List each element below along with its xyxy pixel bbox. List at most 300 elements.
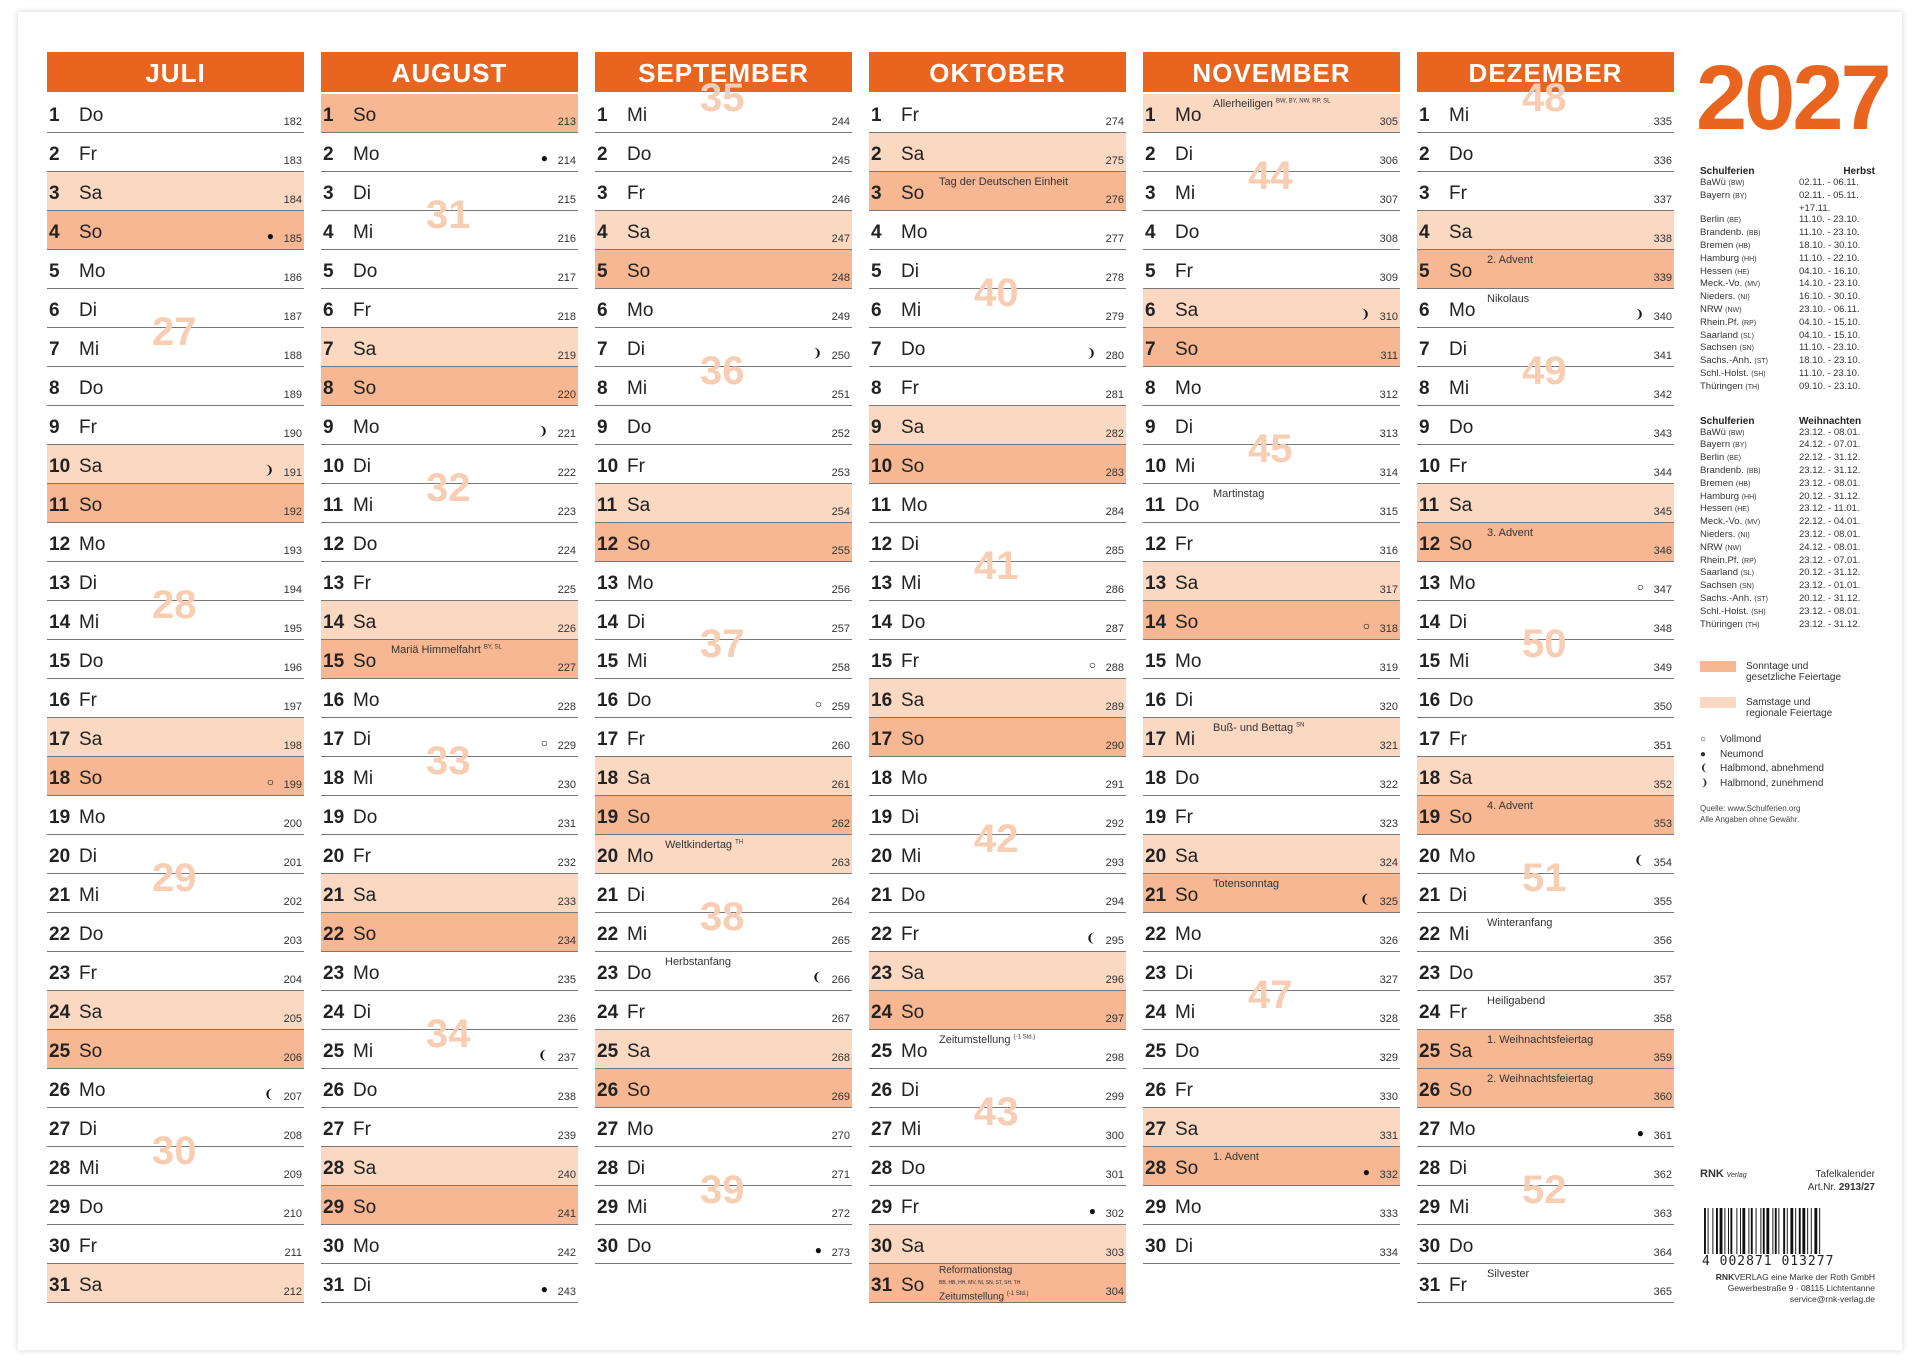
holiday-state — [1700, 555, 1799, 568]
herbst-col2: Herbst — [1843, 166, 1875, 177]
weekday: Do — [627, 144, 652, 165]
weekday: So — [1449, 261, 1473, 282]
day-of-year: 338 — [1653, 233, 1672, 245]
event-label: Winteranfang — [1487, 917, 1553, 929]
day-number: 19 — [323, 807, 345, 828]
day-number: 29 — [1419, 1197, 1441, 1218]
weekday: Do — [353, 261, 378, 282]
day-row — [1143, 835, 1400, 874]
state-name: Sachs.-Anh. — [1700, 355, 1752, 367]
day-of-year: 308 — [1379, 233, 1398, 245]
day-number: 27 — [597, 1119, 619, 1140]
day-number: 14 — [1145, 612, 1167, 633]
day-of-year: 349 — [1653, 662, 1672, 674]
weekday: Mo — [353, 417, 380, 438]
legend-saturday — [1700, 697, 1875, 719]
holiday-state — [1700, 619, 1799, 632]
state-name: BaWü — [1700, 426, 1726, 438]
day-number: 6 — [871, 300, 882, 321]
weekday: Do — [627, 417, 652, 438]
moon-phase-icon: ● — [1362, 1165, 1370, 1179]
day-row — [1143, 562, 1400, 601]
day-number: 30 — [1145, 1236, 1167, 1257]
day-row — [1417, 289, 1674, 328]
weekday: Fr — [1449, 729, 1467, 750]
day-row — [1417, 1264, 1674, 1303]
holiday-dates: 18.10. - 30.10. — [1799, 239, 1861, 251]
day-of-year: 318 — [1379, 623, 1398, 635]
day-number: 14 — [49, 612, 71, 633]
source-line2: Alle Angaben ohne Gewähr. — [1700, 815, 1800, 825]
week-number: 29 — [152, 856, 197, 900]
day-of-year: 334 — [1379, 1247, 1398, 1259]
day-row — [1417, 1030, 1674, 1069]
weekday: Do — [1449, 144, 1474, 165]
day-row — [595, 523, 852, 562]
holiday-state — [1700, 214, 1799, 227]
state-abbr: (SH) — [1751, 608, 1766, 616]
day-row — [47, 640, 304, 679]
weekday: So — [627, 807, 651, 828]
day-number: 2 — [871, 144, 882, 165]
day-of-year: 234 — [557, 935, 576, 947]
day-number: 2 — [1419, 144, 1430, 165]
day-of-year: 273 — [831, 1247, 850, 1259]
day-row — [595, 1225, 852, 1264]
holiday-dates: 22.12. - 31.12. — [1799, 452, 1861, 464]
weekday: Sa — [901, 690, 925, 711]
day-of-year: 231 — [557, 818, 576, 830]
day-number: 6 — [323, 300, 334, 321]
day-number: 31 — [323, 1275, 345, 1296]
weekday: So — [353, 1197, 377, 1218]
day-number: 12 — [49, 534, 71, 555]
day-number: 29 — [1145, 1197, 1167, 1218]
day-number: 1 — [871, 105, 882, 126]
holiday-row — [1700, 491, 1875, 504]
holiday-dates: 23.10. - 06.11. — [1799, 303, 1860, 315]
weekday: Mo — [901, 222, 928, 243]
day-row — [47, 1225, 304, 1264]
day-of-year: 237 — [557, 1052, 576, 1064]
day-row — [47, 523, 304, 562]
day-of-year: 185 — [283, 233, 302, 245]
weekday: Sa — [79, 183, 103, 204]
day-row — [1143, 874, 1400, 913]
weekday: Mi — [1175, 456, 1196, 477]
weekday: Sa — [1175, 300, 1199, 321]
month-november — [1143, 52, 1400, 1264]
weekday: Mo — [79, 807, 106, 828]
weekday: Do — [627, 963, 652, 984]
day-row — [595, 445, 852, 484]
day-number: 3 — [323, 183, 334, 204]
weekday: Di — [901, 1080, 919, 1101]
day-row — [595, 211, 852, 250]
moon-legend — [1700, 733, 1875, 791]
event-label: Weltkindertag — [665, 839, 733, 851]
holiday-row — [1700, 266, 1875, 279]
day-number: 5 — [871, 261, 882, 282]
day-of-year: 329 — [1379, 1052, 1398, 1064]
legend-sunday-line1: Sonntage und — [1746, 661, 1809, 673]
day-number: 9 — [323, 417, 334, 438]
day-of-year: 289 — [1105, 701, 1124, 713]
day-number: 13 — [871, 573, 893, 594]
day-number: 22 — [1145, 924, 1167, 945]
holiday-dates: 02.11. - 05.11. — [1799, 189, 1859, 201]
moon-phase-icon: ● — [540, 1282, 548, 1296]
day-number: 28 — [597, 1158, 619, 1179]
weekday: Di — [353, 1275, 371, 1296]
weekday: Sa — [1449, 1041, 1473, 1062]
day-number: 22 — [597, 924, 619, 945]
weekday: Sa — [901, 417, 925, 438]
moon-phase-icon: ❩ — [1700, 777, 1709, 789]
day-number: 9 — [1419, 417, 1430, 438]
day-number: 29 — [49, 1197, 71, 1218]
day-number: 5 — [1145, 261, 1156, 282]
day-number: 26 — [1145, 1080, 1167, 1101]
day-of-year: 277 — [1105, 233, 1124, 245]
day-row — [321, 1147, 578, 1186]
day-row — [1143, 757, 1400, 796]
month-header: JULI — [47, 52, 304, 92]
day-number: 1 — [1145, 105, 1156, 126]
day-of-year: 254 — [831, 506, 850, 518]
day-number: 13 — [1145, 573, 1167, 594]
day-event — [939, 1034, 1035, 1046]
day-of-year: 284 — [1105, 506, 1124, 518]
day-number: 9 — [597, 417, 608, 438]
weekday: Fr — [353, 846, 371, 867]
event-label: Herbstanfang — [665, 956, 732, 968]
day-of-year: 233 — [557, 896, 576, 908]
state-abbr: (SH) — [1751, 370, 1766, 378]
state-abbr: (BY) — [1732, 192, 1747, 200]
day-row — [1143, 523, 1400, 562]
holiday-dates: 11.10. - 23.10. — [1799, 367, 1860, 379]
day-of-year: 226 — [557, 623, 576, 635]
weekday: So — [1175, 885, 1199, 906]
day-row — [47, 211, 304, 250]
day-of-year: 333 — [1379, 1208, 1398, 1220]
weekday: Fr — [901, 924, 919, 945]
weekday: Do — [627, 690, 652, 711]
state-abbr: (SN) — [1739, 345, 1755, 353]
day-number: 28 — [871, 1158, 893, 1179]
day-of-year: 287 — [1105, 623, 1124, 635]
day-of-year: 297 — [1105, 1013, 1124, 1025]
state-name: Hamburg — [1700, 252, 1740, 264]
weekday: Fr — [353, 573, 371, 594]
day-of-year: 282 — [1105, 428, 1124, 440]
legend — [1700, 661, 1875, 825]
day-number: 23 — [323, 963, 345, 984]
day-of-year: 230 — [557, 779, 576, 791]
weekday: Mo — [353, 1236, 380, 1257]
event-label: Nikolaus — [1487, 293, 1530, 305]
day-of-year: 197 — [283, 701, 302, 713]
day-number: 13 — [1419, 573, 1441, 594]
day-of-year: 271 — [831, 1169, 850, 1181]
day-number: 12 — [323, 534, 345, 555]
day-number: 17 — [323, 729, 345, 750]
day-row — [321, 679, 578, 718]
day-of-year: 263 — [831, 857, 850, 869]
day-of-year: 209 — [283, 1169, 302, 1181]
day-number: 10 — [1419, 456, 1441, 477]
weekday: Do — [901, 885, 926, 906]
weekday: Sa — [79, 729, 103, 750]
moon-phase-icon: ❨ — [1359, 892, 1370, 906]
day-event — [1487, 800, 1533, 812]
event-regions: BY, SL — [483, 644, 502, 651]
day-number: 11 — [323, 495, 344, 516]
day-event — [1487, 293, 1529, 305]
weekday: Mo — [79, 261, 106, 282]
state-abbr: (RP) — [1741, 319, 1757, 327]
holiday-state — [1700, 478, 1799, 491]
holiday-dates: 23.12. - 07.01. — [1799, 554, 1861, 566]
day-number: 26 — [49, 1080, 71, 1101]
event-label: Silvester — [1487, 1268, 1530, 1280]
day-row — [321, 601, 578, 640]
weekday: Fr — [901, 105, 919, 126]
day-of-year: 195 — [283, 623, 302, 635]
day-row — [47, 1264, 304, 1303]
day-number: 10 — [49, 456, 71, 477]
event-label: Tag der Deutschen Einheit — [939, 176, 1069, 188]
weekday: So — [1175, 339, 1199, 360]
weekday: Di — [353, 729, 371, 750]
day-of-year: 186 — [283, 272, 302, 284]
moon-phase-icon: ❨ — [263, 1087, 274, 1101]
day-of-year: 278 — [1105, 272, 1124, 284]
weekday: Do — [1175, 768, 1200, 789]
weekday: Di — [1449, 885, 1467, 906]
week-number: 51 — [1522, 856, 1567, 900]
holiday-row — [1700, 342, 1875, 355]
day-row — [47, 94, 304, 133]
day-row — [47, 1030, 304, 1069]
day-of-year: 332 — [1379, 1169, 1398, 1181]
weekday: Mo — [353, 963, 380, 984]
weekday: Sa — [79, 1275, 103, 1296]
state-name: Sachsen — [1700, 580, 1737, 592]
day-row — [595, 1069, 852, 1108]
day-row — [1417, 523, 1674, 562]
day-of-year: 355 — [1653, 896, 1672, 908]
week-number: 37 — [700, 622, 745, 666]
day-number: 17 — [597, 729, 619, 750]
day-row — [1417, 133, 1674, 172]
weekday: Di — [79, 1119, 97, 1140]
day-row — [47, 445, 304, 484]
week-number: 45 — [1248, 427, 1293, 471]
weekday: Sa — [1175, 573, 1199, 594]
weekday: Mo — [1449, 573, 1476, 594]
day-of-year: 199 — [283, 779, 302, 791]
day-number: 23 — [871, 963, 893, 984]
day-of-year: 290 — [1105, 740, 1124, 752]
day-row — [47, 1069, 304, 1108]
day-number: 16 — [871, 690, 893, 711]
week-number: 39 — [700, 1168, 745, 1212]
holiday-row — [1700, 555, 1875, 568]
moon-phase-icon: ● — [540, 151, 548, 165]
month-august — [321, 52, 578, 1303]
day-of-year: 294 — [1105, 896, 1124, 908]
moon-legend-item — [1700, 777, 1875, 792]
day-number: 23 — [1419, 963, 1441, 984]
day-of-year: 351 — [1653, 740, 1672, 752]
week-number: 36 — [700, 349, 745, 393]
day-number: 27 — [871, 1119, 893, 1140]
state-abbr: (TH) — [1745, 383, 1760, 391]
holiday-state — [1700, 317, 1799, 330]
state-abbr: (HH) — [1741, 493, 1757, 501]
weekday: Do — [627, 1236, 652, 1257]
holiday-dates: 18.10. - 23.10. — [1799, 355, 1861, 367]
day-number: 21 — [871, 885, 893, 906]
week-number: 50 — [1522, 622, 1567, 666]
day-number: 3 — [871, 183, 882, 204]
week-number: 52 — [1522, 1168, 1567, 1212]
day-number: 7 — [323, 339, 334, 360]
weekday: Sa — [627, 222, 651, 243]
day-of-year: 321 — [1379, 740, 1398, 752]
weekday: Fr — [627, 1002, 645, 1023]
month-days — [47, 94, 304, 1303]
moon-legend-label: Halbmond, abnehmend — [1720, 763, 1824, 775]
state-abbr: (ST) — [1754, 595, 1768, 603]
week-number: 49 — [1522, 349, 1567, 393]
day-number: 14 — [597, 612, 619, 633]
day-row — [595, 172, 852, 211]
day-row — [1143, 289, 1400, 328]
day-row — [1143, 679, 1400, 718]
weekday: Mo — [627, 846, 654, 867]
state-abbr: (TH) — [1745, 621, 1760, 629]
day-number: 24 — [1419, 1002, 1441, 1023]
day-row — [47, 1186, 304, 1225]
weekday: Do — [1449, 963, 1474, 984]
weekday: Di — [1175, 417, 1193, 438]
holiday-state — [1700, 227, 1799, 240]
holiday-state — [1700, 465, 1799, 478]
weekday: Mi — [79, 612, 100, 633]
day-event — [665, 839, 743, 851]
moon-phase-icon: ❨ — [1700, 763, 1709, 775]
day-of-year: 357 — [1653, 974, 1672, 986]
week-number: 43 — [974, 1090, 1019, 1134]
weekday: So — [627, 1080, 651, 1101]
day-row — [869, 172, 1126, 211]
weekday: Mi — [1449, 651, 1470, 672]
weekday: Di — [901, 534, 919, 555]
day-number: 13 — [49, 573, 71, 594]
day-number: 5 — [1419, 261, 1430, 282]
state-name: Nieders. — [1700, 528, 1736, 540]
state-name: Bayern — [1700, 189, 1731, 201]
weekday: Mo — [79, 534, 106, 555]
day-row — [869, 679, 1126, 718]
day-of-year: 246 — [831, 194, 850, 206]
day-of-year: 211 — [284, 1247, 302, 1259]
weekday: Di — [627, 1158, 645, 1179]
weekday: Fr — [627, 729, 645, 750]
day-number: 21 — [597, 885, 619, 906]
day-number: 15 — [1145, 651, 1167, 672]
moon-phase-icon: ○ — [814, 697, 822, 711]
day-of-year: 203 — [283, 935, 302, 947]
day-number: 9 — [871, 417, 882, 438]
weekday: Do — [1449, 417, 1474, 438]
day-of-year: 363 — [1653, 1208, 1672, 1220]
holiday-row — [1700, 317, 1875, 330]
day-number: 26 — [597, 1080, 619, 1101]
day-number: 13 — [323, 573, 345, 594]
day-number: 10 — [597, 456, 619, 477]
moon-legend-item — [1700, 762, 1875, 777]
state-abbr: (ST) — [1754, 358, 1768, 366]
state-name: Saarland — [1700, 567, 1739, 579]
state-abbr: (HE) — [1734, 506, 1750, 514]
day-of-year: 194 — [283, 584, 302, 596]
day-number: 18 — [1145, 768, 1167, 789]
source-note — [1700, 803, 1875, 825]
holiday-dates: 23.12. - 01.01. — [1799, 580, 1861, 592]
day-of-year: 319 — [1379, 662, 1398, 674]
legend-sunday-line2: gesetzliche Feiertage — [1746, 672, 1842, 684]
weekday: Mi — [901, 300, 922, 321]
holiday-dates: 02.11. - 06.11. — [1799, 177, 1859, 188]
day-row — [869, 367, 1126, 406]
day-row — [1143, 1147, 1400, 1186]
weekday: Mo — [353, 144, 380, 165]
day-row — [869, 601, 1126, 640]
day-of-year: 343 — [1653, 428, 1672, 440]
weekday: So — [353, 924, 377, 945]
weekday: Mo — [353, 690, 380, 711]
weekday: So — [901, 1275, 925, 1296]
day-of-year: 267 — [831, 1013, 850, 1025]
week-number: 42 — [974, 817, 1019, 861]
weekday: Mo — [1175, 378, 1202, 399]
day-row — [47, 406, 304, 445]
holiday-state — [1700, 342, 1799, 355]
day-of-year: 275 — [1105, 155, 1124, 167]
day-of-year: 269 — [831, 1091, 850, 1103]
day-row — [1143, 94, 1400, 133]
holiday-state — [1700, 593, 1799, 606]
moon-phase-icon: ○ — [1700, 734, 1707, 746]
state-name: Sachs.-Anh. — [1700, 592, 1752, 604]
day-event — [665, 956, 731, 968]
weekday: Sa — [1449, 495, 1473, 516]
day-number: 19 — [49, 807, 71, 828]
day-of-year: 320 — [1379, 701, 1398, 713]
holiday-state — [1700, 304, 1799, 317]
week-number: 27 — [152, 310, 197, 354]
holiday-state — [1700, 203, 1799, 215]
day-of-year: 346 — [1653, 545, 1672, 557]
day-number: 4 — [1419, 222, 1430, 243]
day-number: 20 — [597, 846, 619, 867]
day-number: 17 — [1145, 729, 1167, 750]
weekday: Do — [353, 807, 378, 828]
